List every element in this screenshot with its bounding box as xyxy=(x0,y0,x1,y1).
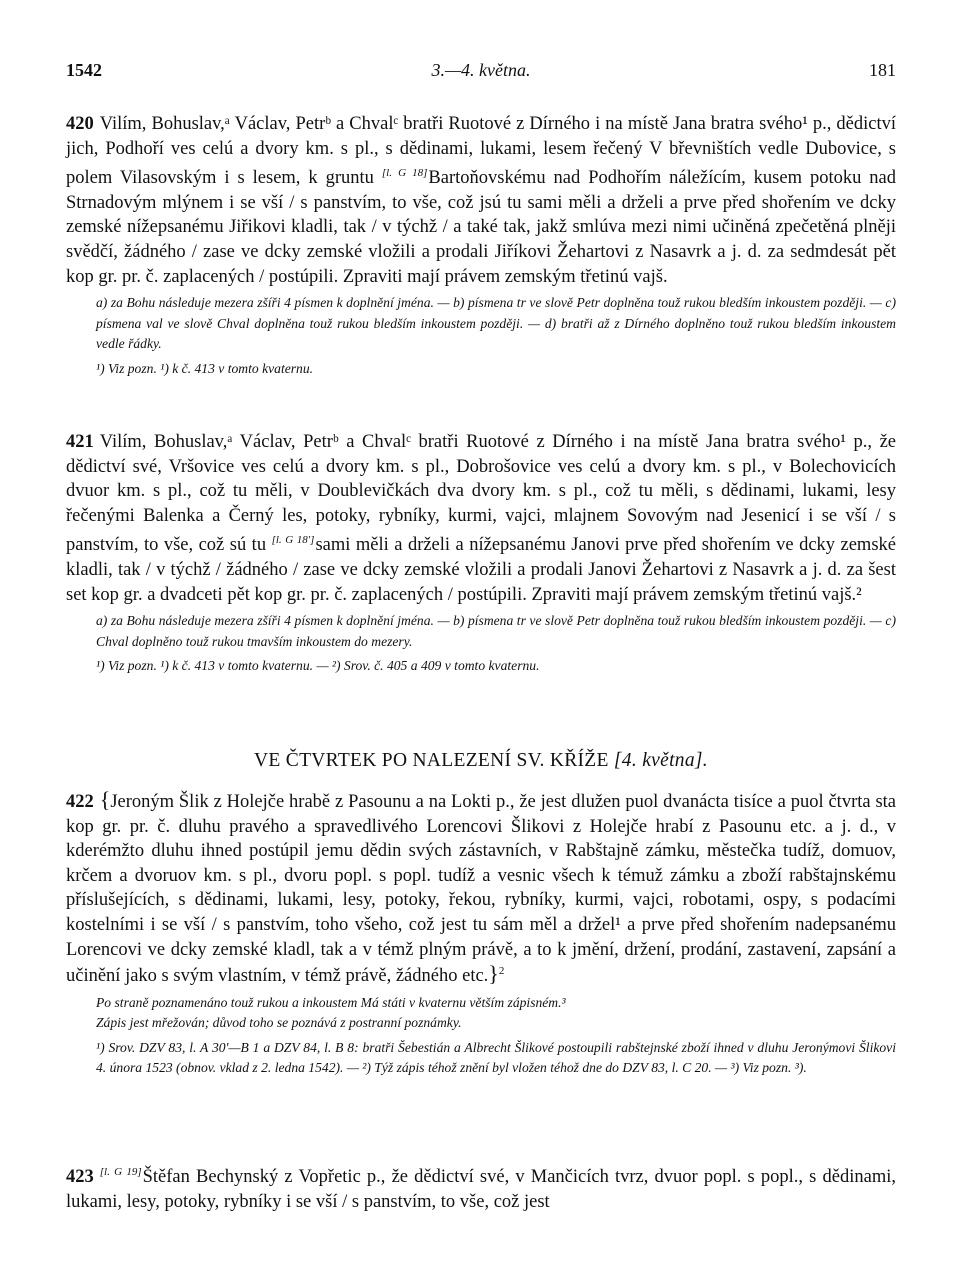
date-heading: 3.—4. května. xyxy=(431,60,531,80)
entry-422 xyxy=(66,788,896,1079)
close-brace: } xyxy=(488,961,499,987)
entry-text-cont: Bartoňovskému nad Podhořím náležícím, kusem potoku nad Strnadovým mlýnem i se vší / s panstvím, to vše, což jsú tu sami měli a drželi a prve před shořením ve dcky zemské nížepsanému Jiřikovi kladli, tak / v týchž / a také tak, jakž smlúva mezi nimi učiněná zpečetěná plněji svědčí, žádného / zase ve dcky zemské vložili a prodali Jiříkovi Žehartovi z Nasavrk a j. d. za sedmdesát pět kop gr. pr. č. zaplacených / postúpili. Zpraviti mají právem zemským třetinú vajš. xyxy=(66,168,897,287)
entry-text: Jeroným Šlik z Holejče hrabě z Pasounu a na Lokti p., že jest dlužen puol dvanácta tisíce a puol čtvrta sta kop gr. pr. č. dluhu pravého a spravedlivého Lorencovi Šlikovi z Holejče hrabí z Pasounu etc. a j. d., v kderémžto dluhu ihned postúpil jemu dědin svých zástavních, v Rabštajně zámku, městečka tudíž, domuov, krčem a dvoruov km. s pl., dvoru popl. s popl. tudíž a vesnic všech k témuž zámku a zboží rabštajnskému příslušejících, s dědinami, lukami, lesy, potoky, řekou, rybníky, kurmi, vajci, robotami, ospy, s podacími kostelními i se vší / s panstvím, toho všeho, což jest tu sám měl a držel¹ a prve před shořením nadepsanému Lorencovi ve dcky zemské kladl, tak a v témž plným právě, a to k jmění, držení, prodání, zastavení, zapsání a učinění jako s svým vlastním, v témž právě, žádného etc. xyxy=(66,792,896,987)
entry-text: Vilím, Bohuslav,ᵃ Václav, Petrᵇ a Chvalᶜ bratři Ruotové z Dírného i na místě Jana bratra svého¹ p., že dědictví své, Vršovice ves celú a dvory km. s pl., Dobrošovice ves celú a dvory km. s pl., v Bolechovicích dvuor km. s pl., což tu měli, v Doublevičkách dva dvory km. s pl., což tu měli, s dědinami, lukami, lesy řečenými Balenka a Černý les, potoky, rybníky, kurmi, vajci, mlajnem Sovovým nad Jesenicí i se vší / s panstvím, to vše, což sú tu xyxy=(66,432,896,556)
entry-420 xyxy=(66,112,896,379)
entry-text-cont: sami měli a drželi a nížepsanému Janovi prve před shořením ve dcky zemské kladli, tak / v týchž / žádného / zase ve dcky zemské vložili a prodali Janovi Žehartovi z Nasavrk a j. d. za šest set kop gr. a dvadceti pět kop gr. pr. č. zaplacených / postúpili. Zpraviti mají právem zemským třetinú vajš.² xyxy=(66,535,896,605)
entry-number: 422 xyxy=(66,792,94,812)
textual-note: a) za Bohu následuje mezera zšíři 4 písmen k doplnění jména. — b) písmena tr ve slově Petr doplněna touž rukou bledším inkoustem později. — c) Chval doplněno touž rukou tmavším inkoustem do mezery. xyxy=(96,613,896,649)
margin-ref: [l. G 18'] xyxy=(271,534,315,547)
entry-421 xyxy=(66,430,896,677)
margin-ref: [l. G 19] xyxy=(99,1166,142,1178)
heading-date: [4. května]. xyxy=(613,750,708,771)
entry-number: 420 xyxy=(66,114,94,134)
heading-text: VE ČTVRTEK PO NALEZENÍ SV. KŘÍŽE xyxy=(254,750,609,771)
textual-note: a) za Bohu následuje mezera zšíři 4 písmen k doplnění jména. — b) písmena tr ve slově Petr doplněna touž rukou bledším inkoustem později. — c) písmena val ve slově Chval doplněna touž rukou bledším inkoustem později. — d) bratři až z Dírného doplněno touž rukou bledším inkoustem vedle řádky. xyxy=(96,295,896,352)
entry-number: 421 xyxy=(66,432,94,452)
entry-text: Vilím, Bohuslav,ᵃ Václav, Petrᵇ a Chvalᶜ bratři Ruotové z Dírného i na místě Jana bratra svého¹ p., dědictví jich, Podhoří ves celú a dvory km. s pl., s dědinami, lukami, lesem řečený V břevništích vedle Dubovice, s polem Vilasovským i s lesem, k gruntu xyxy=(66,114,896,189)
year: 1542 xyxy=(66,60,102,80)
section-heading xyxy=(66,750,896,772)
cancellation-note: Zápis jest mřežován; důvod toho se poznává z postranní poznámky. xyxy=(96,1015,462,1031)
running-head xyxy=(66,60,896,86)
footnote: ¹) Viz pozn. ¹) k č. 413 v tomto kvaternu. — ²) Srov. č. 405 a 409 v tomto kvaternu. xyxy=(96,658,540,674)
entry-text: Štěfan Bechynský z Vopřetic p., že dědictví své, v Mančicích tvrz, dvuor popl. s popl., s dědinami, lukami, lesy, potoky, rybníky i se vší / s panstvím, to vše, což jest xyxy=(66,1167,896,1212)
open-brace: { xyxy=(99,787,111,812)
footnote-mark: 2 xyxy=(498,965,505,977)
page-number: 181 xyxy=(869,60,896,80)
entry-number: 423 xyxy=(66,1167,94,1187)
margin-ref: [l. G 18] xyxy=(381,167,428,180)
footnote: ¹) Srov. DZV 83, l. A 30'—B 1 a DZV 84, l. B 8: bratři Šebestián a Albrecht Šlikové postoupili rabštejnské zboží ihned v dluhu Jeronýmovi Šlikovi 4. února 1523 (obnov. vklad z 2. ledna 1542). — ²) Týž zápis téhož znění byl vložen téhož dne do DZV 83, l. C 20. — ³) Viz pozn. ³). xyxy=(96,1039,896,1076)
footnote: ¹) Viz pozn. ¹) k č. 413 v tomto kvaternu. xyxy=(96,360,314,376)
entry-423 xyxy=(66,1160,896,1214)
margin-note: Po straně poznamenáno touž rukou a inkoustem Má státi v kvaternu větším zápisném.³ xyxy=(96,994,566,1010)
